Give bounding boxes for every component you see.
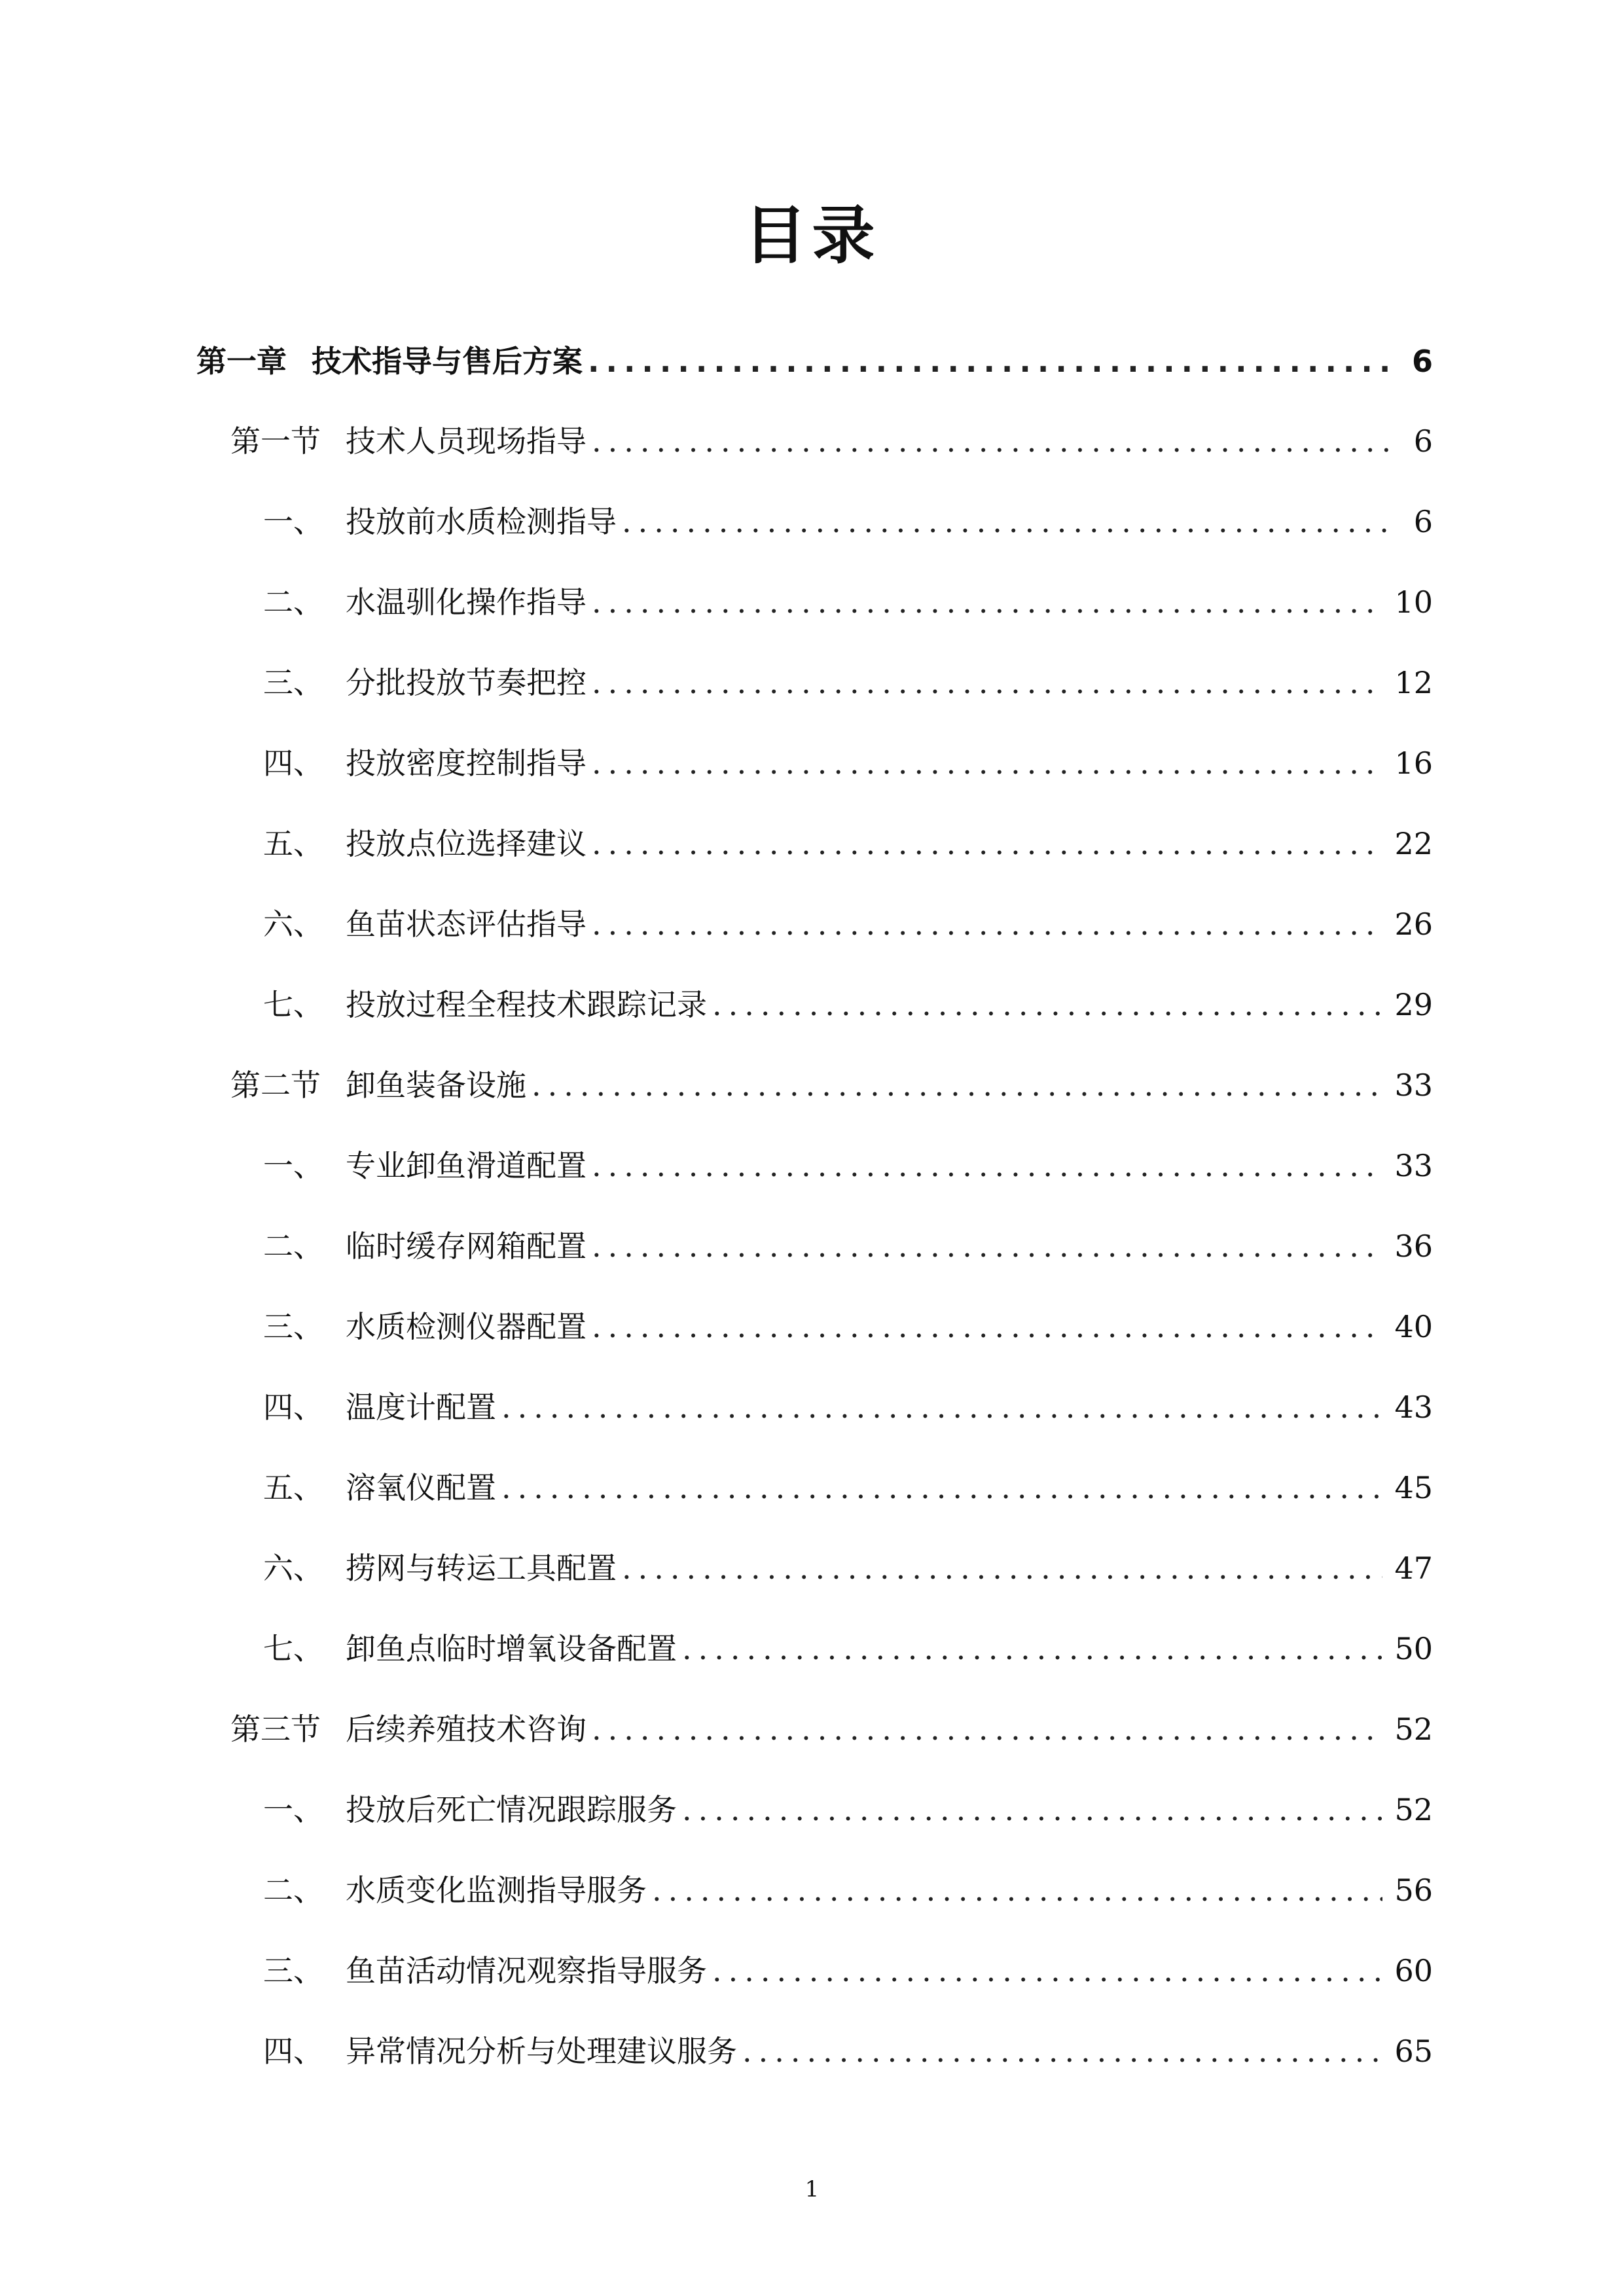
toc-leader	[682, 1623, 1382, 1675]
toc-number: 二、	[263, 1229, 323, 1264]
toc-number: 一、	[263, 1792, 323, 1827]
toc-title: 投放前水质检测指导	[346, 504, 617, 539]
toc-title: 专业卸鱼滑道配置	[346, 1148, 586, 1183]
toc-page-number: 6	[1411, 344, 1433, 379]
toc-title: 溶氧仪配置	[346, 1470, 496, 1505]
toc-leader	[592, 1220, 1382, 1272]
toc-page-number: 6	[1413, 504, 1433, 539]
toc-item[interactable]	[263, 1139, 1433, 1192]
toc-page-number: 45	[1394, 1470, 1433, 1505]
toc-page-number: 52	[1394, 1712, 1433, 1747]
toc-leader	[652, 1864, 1382, 1916]
toc-title: 水质检测仪器配置	[346, 1309, 586, 1344]
toc-title: 分批投放节奏把控	[346, 665, 586, 700]
toc-page-number: 16	[1394, 745, 1433, 781]
toc-item[interactable]	[263, 2025, 1433, 2077]
toc-number: 第一节	[230, 423, 321, 459]
toc-page-number: 65	[1394, 2034, 1433, 2069]
toc-title: 后续养殖技术咨询	[346, 1712, 586, 1747]
toc-leader	[622, 1542, 1382, 1594]
toc-item[interactable]	[263, 495, 1433, 548]
toc-number: 三、	[263, 1953, 323, 1988]
toc-leader	[712, 1945, 1382, 1997]
toc-chapter[interactable]	[196, 335, 1433, 387]
toc-number: 三、	[263, 665, 323, 700]
toc-number: 第二节	[230, 1067, 321, 1103]
toc-number: 七、	[263, 987, 323, 1022]
toc-page-number: 60	[1394, 1953, 1433, 1988]
toc-leader	[592, 898, 1382, 950]
toc-item[interactable]	[263, 1864, 1433, 1916]
toc-item[interactable]	[263, 576, 1433, 628]
toc-item[interactable]	[263, 1381, 1433, 1433]
toc-page-number: 22	[1394, 826, 1433, 861]
toc-leader	[501, 1381, 1382, 1433]
toc-page-number: 12	[1394, 665, 1433, 700]
toc-page-number: 33	[1394, 1148, 1433, 1183]
toc-title: 异常情况分析与处理建议服务	[346, 2034, 737, 2069]
toc-leader	[592, 656, 1382, 709]
toc-leader	[622, 495, 1395, 548]
toc-leader	[592, 737, 1382, 789]
toc-section[interactable]	[230, 1059, 1433, 1111]
toc-page-number: 50	[1394, 1631, 1433, 1666]
toc-number: 二、	[263, 584, 323, 620]
toc-page-number: 26	[1394, 906, 1433, 942]
toc-page-number: 36	[1394, 1229, 1433, 1264]
toc-number: 六、	[263, 906, 323, 942]
toc-title: 技术指导与售后方案	[312, 344, 583, 379]
toc-item[interactable]	[263, 1784, 1433, 1836]
toc-item[interactable]	[263, 737, 1433, 789]
toc-leader	[501, 1462, 1382, 1514]
toc-title: 投放过程全程技术跟踪记录	[346, 987, 707, 1022]
toc-number: 七、	[263, 1631, 323, 1666]
toc-leader	[592, 1300, 1382, 1353]
toc-item[interactable]	[263, 978, 1433, 1031]
page-title: 目录	[744, 199, 880, 272]
toc-number: 三、	[263, 1309, 323, 1344]
toc-number: 四、	[263, 745, 323, 781]
toc-page-number: 29	[1394, 987, 1433, 1022]
page-footer-number: 1	[804, 2176, 820, 2202]
toc-item[interactable]	[263, 1462, 1433, 1514]
toc-leader	[682, 1784, 1382, 1836]
toc-item[interactable]	[263, 1300, 1433, 1353]
toc-leader	[588, 335, 1395, 387]
toc-number: 五、	[263, 1470, 323, 1505]
toc-item[interactable]	[263, 1623, 1433, 1675]
toc-title: 临时缓存网箱配置	[346, 1229, 586, 1264]
toc-section[interactable]	[230, 1703, 1433, 1755]
toc-item[interactable]	[263, 1542, 1433, 1594]
toc-page-number: 10	[1394, 584, 1433, 620]
toc-item[interactable]	[263, 1945, 1433, 1997]
toc-leader	[592, 1139, 1382, 1192]
toc-title: 投放后死亡情况跟踪服务	[346, 1792, 677, 1827]
toc-item[interactable]	[263, 1220, 1433, 1272]
toc-section[interactable]	[230, 415, 1433, 467]
toc-title: 技术人员现场指导	[346, 423, 586, 459]
toc-page-number: 47	[1394, 1551, 1433, 1586]
toc-number: 四、	[263, 1390, 323, 1425]
toc-number: 第一章	[196, 344, 287, 379]
toc-title: 鱼苗状态评估指导	[346, 906, 586, 942]
toc-page-number: 56	[1394, 1873, 1433, 1908]
toc-page-number: 43	[1394, 1390, 1433, 1425]
toc-item[interactable]	[263, 656, 1433, 709]
toc-title: 水温驯化操作指导	[346, 584, 586, 620]
toc-number: 一、	[263, 1148, 323, 1183]
toc-number: 二、	[263, 1873, 323, 1908]
toc-title: 投放点位选择建议	[346, 826, 586, 861]
toc-title: 鱼苗活动情况观察指导服务	[346, 1953, 707, 1988]
toc-leader	[592, 1703, 1382, 1755]
toc-number: 六、	[263, 1551, 323, 1586]
toc-item[interactable]	[263, 898, 1433, 950]
toc-item[interactable]	[263, 817, 1433, 870]
toc-page-number: 40	[1394, 1309, 1433, 1344]
toc-title: 温度计配置	[346, 1390, 496, 1425]
toc-number: 五、	[263, 826, 323, 861]
toc-leader	[592, 576, 1382, 628]
toc-title: 捞网与转运工具配置	[346, 1551, 617, 1586]
toc-title: 投放密度控制指导	[346, 745, 586, 781]
toc-page-number: 52	[1394, 1792, 1433, 1827]
toc-leader	[742, 2025, 1382, 2077]
toc-leader	[712, 978, 1382, 1031]
toc-leader	[592, 817, 1382, 870]
toc-number: 一、	[263, 504, 323, 539]
toc-title: 卸鱼装备设施	[346, 1067, 526, 1103]
toc-page-number: 6	[1413, 423, 1433, 459]
toc-number: 第三节	[230, 1712, 321, 1747]
toc-leader	[592, 415, 1395, 467]
toc-title: 卸鱼点临时增氧设备配置	[346, 1631, 677, 1666]
toc-title: 水质变化监测指导服务	[346, 1873, 647, 1908]
toc-page-number: 33	[1394, 1067, 1433, 1103]
toc-leader	[532, 1059, 1382, 1111]
toc-number: 四、	[263, 2034, 323, 2069]
